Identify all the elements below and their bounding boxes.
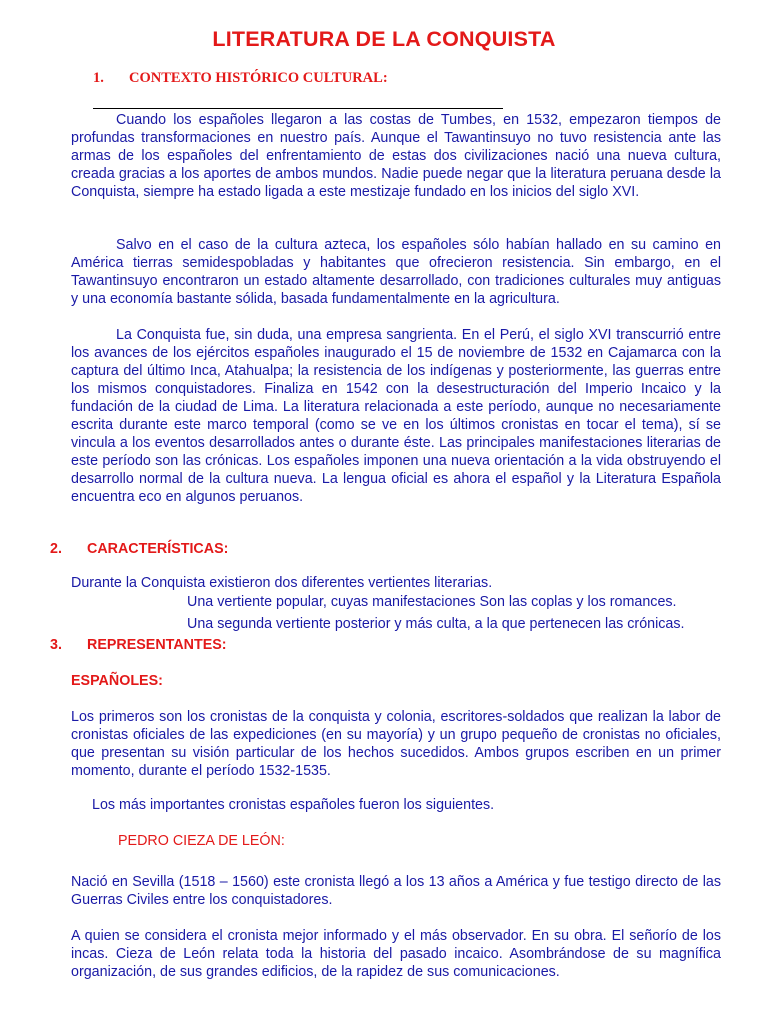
section-label: REPRESENTANTES: — [87, 637, 227, 653]
section-heading-caracteristicas — [50, 541, 228, 557]
section-heading-contexto — [93, 70, 388, 87]
section-number: 2. — [50, 541, 62, 557]
section-label: CONTEXTO HISTÓRICO CULTURAL: — [129, 70, 388, 86]
caracteristicas-item-culta: Una segunda vertiente posterior y más culta, a la que pertenecen las crónicas. — [187, 616, 685, 632]
underline-rule — [93, 108, 503, 109]
paragraph-azteca: Salvo en el caso de la cultura azteca, los españoles sólo habían hallado en su camino en América tierras semidespobladas y habitantes que ofrecieron resistencia. Sin embargo, en el Tawantinsuyo encontraron un estado altamente desarrollado, con tradiciones culturales muy antiguas y una economía bastante sólida, basada fundamentalmente en la agricultura. — [71, 237, 721, 307]
paragraph-conquista: La Conquista fue, sin duda, una empresa sangrienta. En el Perú, el siglo XVI transcurrió entre los avances de los ejércitos españoles inaugurado el 15 de noviembre de 1532 en Cajamarca con la captura del último Inca, Atahualpa; la resistencia de los indígenas y posteriormente, las guerras entre los mismos conquistadores. Finaliza en 1542 con la desestructuración del Imperio Incaico y la fundación de la ciudad de Lima. La literatura relacionada a este período, aunque no necesariamente escrita durante este marco temporal (como se ve en los últimos cronistas en tocar el tema), sí se vincula a los eventos desarrollados antes o durante éste. Las principales manifestaciones literarias de este período son las crónicas. Los españoles imponen una nueva orientación a la vida obstruyendo el desarrollo normal de la cultura nueva. La lengua oficial es ahora el español y la Literatura Española encuentra eco en algunos peruanos. — [71, 327, 721, 505]
paragraph-importantes: Los más importantes cronistas españoles fueron los siguientes. — [92, 797, 495, 813]
page-title: LITERATURA DE LA CONQUISTA — [212, 27, 556, 51]
paragraph-cieza-nacimiento: Nació en Sevilla (1518 – 1560) este cronista llegó a los 13 años a América y fue testigo directo de las Guerras Civiles entre los conquistadores. — [71, 874, 721, 908]
section-number: 3. — [50, 637, 62, 653]
section-heading-representantes — [50, 637, 227, 653]
subheading-cieza: PEDRO CIEZA DE LEÓN: — [118, 833, 285, 849]
paragraph-intro: Cuando los españoles llegaron a las costas de Tumbes, en 1532, empezaron tiempos de profundas transformaciones en nuestro país. Aunque el Tawantinsuyo no tuvo resistencia ante las armas de los españoles del enfrentamiento de estas dos civilizaciones nació una nueva cultura, creada gracias a los aportes de ambos mundos. Nadie puede negar que la literatura peruana desde la Conquista, siempre ha estado ligada a este mestizaje fundado en los inicios del siglo XVI. — [71, 112, 721, 200]
paragraph-cronistas: Los primeros son los cronistas de la conquista y colonia, escritores-soldados que realizan la labor de cronistas oficiales de las expediciones (en su mayoría) y un grupo pequeño de cronistas no oficiales, que presentan su visión particular de los hechos sucedidos. Ambos grupos escriben en un primer momento, durante el período 1532-1535. — [71, 709, 721, 779]
section-number: 1. — [93, 70, 104, 86]
paragraph-cieza-obra: A quien se considera el cronista mejor informado y el más observador. En su obra. El señorío de los incas. Cieza de León relata toda la historia del pasado incaico. Asombrándose de su magnífica organización, de sus grandes edificios, de la rapidez de sus comunicaciones. — [71, 928, 721, 980]
caracteristicas-item-popular: Una vertiente popular, cuyas manifestaciones Son las coplas y los romances. — [187, 594, 677, 610]
subheading-espanoles: ESPAÑOLES: — [71, 673, 163, 689]
caracteristicas-intro: Durante la Conquista existieron dos diferentes vertientes literarias. — [71, 575, 493, 591]
section-label: CARACTERÍSTICAS: — [87, 541, 229, 557]
